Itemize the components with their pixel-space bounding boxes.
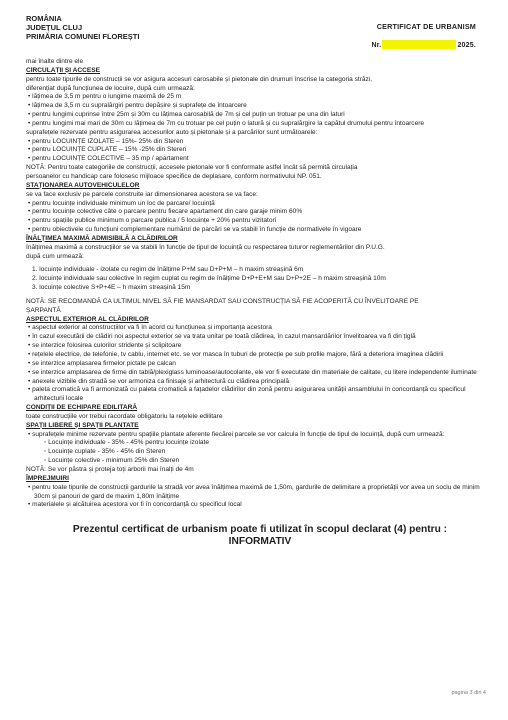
bullet-item: • pentru LOCUINȚE COLECTIVE – 35 mp / apartament bbox=[28, 155, 189, 163]
paragraph-line: diferențiat după funcțiunea de locuire, după cum urmează: bbox=[26, 84, 195, 92]
bullet-item: • anexele vizibile din stradă se vor armoniza ca finisaje și arhitectură cu clădirea principală bbox=[28, 377, 290, 385]
bullet-item: • aspectul exterior al construcțiilor va fi în acord cu funcțiunea și importanța acestora bbox=[28, 324, 272, 332]
certificate-title: CERTIFICAT DE URBANISM bbox=[376, 22, 476, 31]
numbered-item: 3. locuințe colective S+P+4E – h maxim streașină 15m bbox=[32, 284, 191, 292]
bullet-item: • pentru locuințe individuale minimum un loc de parcare/ locuință bbox=[28, 199, 215, 207]
bullet-item: • paleta cromatică va fi armonizată cu paleta cromatică a fațadelor clădirilor din zonă pentru asigurarea unității ansamblului în concordanță cu specificul arhitecturii locale bbox=[28, 386, 466, 403]
number-year: 2025. bbox=[457, 42, 476, 49]
paragraph-line: suprafețele rezervate pentru asigurarea accesurilor auto și pietonale și a parcărilor sunt următoarele: bbox=[26, 128, 318, 136]
paragraph-line: NOTĂ: SE RECOMANDĂ CA ULTIMUL NIVEL SĂ FIE MANSARDAT SAU CONSTRUCȚIA SĂ FIE ACOPERITĂ CU ÎNVELITOARE PE bbox=[26, 297, 419, 305]
paragraph-line: pentru toate tipurile de construcții se vor asigura accesuri carosabile și pietonale din drumuri înscrise la categoria străzi, bbox=[26, 75, 373, 83]
paragraph-line: NOTĂ: Se vor păstra și proteja toți arborii mai înalți de 4m bbox=[26, 465, 194, 473]
issuer-county: JUDEȚUL CLUJ bbox=[26, 23, 83, 32]
bullet-item: • pentru spațiile publice minimum o parcare publica / 5 locuințe + 20% pentru vizitatori bbox=[28, 217, 277, 225]
bullet-item: • pentru locuințe colective câte o parcare pentru fiecare apartament din care garaje minim 60% bbox=[28, 208, 303, 216]
purpose-line: Prezentul certificat de urbanism poate fi utilizat în scopul declarat (4) pentru : bbox=[72, 524, 448, 536]
bullet-item: • pentru lungimi mai mari de 30m cu lățimea de 7m cu trotuar pe cel puțin o latură și cu supralărgire la capătul drumului pentru întoarcere bbox=[28, 119, 425, 127]
paragraph-line: NOTĂ: Pentru toate categoriile de construcții, accesele pietonale vor fi conformate astfel încât să permită circulația bbox=[26, 164, 358, 172]
section-heading: ASPECTUL EXTERIOR AL CLĂDIRILOR bbox=[26, 315, 149, 323]
document-header bbox=[26, 14, 494, 58]
certificate-title-block bbox=[372, 22, 476, 49]
section-heading: STAȚIONAREA AUTOVEHICULELOR bbox=[26, 181, 140, 189]
section-heading: CIRCULAȚII ȘI ACCESE bbox=[26, 66, 100, 74]
bullet-item: • pentru LOCUINȚE CUPLATE – 15% -25% din Steren bbox=[28, 146, 187, 154]
bullet-item: • se interzice amplasarea firmelor pictate pe calcan bbox=[28, 359, 176, 367]
certificate-number bbox=[372, 40, 476, 49]
numbered-item: 1. locuințe individuale - izolate cu regim de înălțime P+M sau D+P+M – h maxim streașină 6m bbox=[32, 266, 304, 274]
bullet-item: • lățimea de 3,5 m cu supralărgiri pentru depășire și suprafețe de întoarcere bbox=[28, 102, 247, 110]
bullet-item: • rețelele electrice, de telefonie, tv cablu, internet etc. se vor masca în tuburi de protecție pe sub profile majore, fără a deteriora imaginea clădirii bbox=[28, 351, 444, 358]
bullet-item: • pentru lungimi cuprinse între 25m și 30m cu lățimea carosabilă de 7m și cel puțin un trotuar pe una din laturi bbox=[28, 111, 345, 119]
bullet-item: • în cazul executării de clădiri noi aspectul exterior se va trata unitar pe toată clădirea, în cazul mansardărilor învelitoarea va fi din țiglă bbox=[28, 333, 416, 341]
bullet-item: • materialele și alcătuirea acestora vor fi în concordanță cu specificul local bbox=[28, 501, 242, 509]
bullet-item: • lățimea de 3,5 m pentru o lungime maximă de 25 m bbox=[28, 93, 182, 101]
issuer-country: ROMÂNIA bbox=[26, 14, 62, 23]
section-heading: CONDIȚII DE ECHIPARE EDILITARĂ bbox=[26, 404, 138, 412]
bullet-item: • se interzice amplasarea de firme din tablă/plexiglass luminoase/autocolante, ele vor fi executate din materiale de calitate, cu litere independente iluminate bbox=[28, 368, 477, 376]
paragraph-line: toate construcțiile vor trebui racordate obligatoriu la rețelele edilitare bbox=[26, 412, 223, 420]
paragraph-line: mai înalte dintre ele bbox=[26, 58, 84, 65]
number-prefix: Nr. bbox=[371, 42, 382, 49]
page-number: pagina 3 din 4 bbox=[451, 690, 486, 696]
number-redaction bbox=[382, 40, 456, 49]
paragraph-line: înălțimea maximă a construcțiilor se va stabili în funcție de tipul de locuință cu respectarea tuturor reglementărilor din P.U.G. bbox=[26, 243, 385, 251]
bullet-item: • pentru LOCUINȚE IZOLATE – 15%- 25% din Steren bbox=[28, 137, 184, 145]
section-heading: ÎNĂLȚIMEA MAXIMĂ ADMISIBILĂ A CLĂDIRILOR bbox=[26, 234, 178, 242]
sub-bullet-item: ◦ Locuințe cuplate - 35% - 45% din Steren bbox=[44, 448, 166, 456]
paragraph-line: se va face exclusiv pe parcele construite iar dimensionarea acestora se va face: bbox=[26, 190, 258, 198]
bullet-item: • suprafețele minime rezervate pentru spațiile plantate aferente fiecărei parcele se vor calcula în funcție de tipul de locuință, după cum urmează: bbox=[28, 430, 445, 438]
numbered-item: 2. locuințe individuale sau colective în regim cuplat cu regim de înălțime D+P+E+M sau D+P+2E – h maxim streașină 10m bbox=[32, 275, 386, 283]
paragraph-line: ȘARPANTĂ bbox=[26, 306, 61, 314]
paragraph-line: persoanelor cu handicap care folosesc mijloace specifice de deplasare, conform normativului NP. 051. bbox=[26, 172, 322, 180]
issuer-city-hall: PRIMĂRIA COMUNEI FLOREȘTI bbox=[26, 32, 140, 41]
sub-bullet-item: ◦ Locuințe individuale - 35% - 45% pentru locuințe izolate bbox=[44, 439, 210, 447]
purpose-value: INFORMATIV bbox=[228, 536, 292, 548]
bullet-item: • pentru obiectivele cu funcțiuni complementare numărul de parcări se va stabili în funcție de normativele în vigoare bbox=[28, 226, 362, 234]
document-body bbox=[26, 58, 494, 510]
section-heading: SPAȚII LIBERE ȘI SPAȚII PLANTATE bbox=[26, 421, 139, 429]
bullet-item: • pentru toate tipurile de construcții gardurile la stradă vor avea înălțimea maximă de 1,50m, gardurile de delimitare a proprietății vor avea un soclu de minim 30cm și panouri de gard de maxim 1,80m înălțime bbox=[28, 483, 480, 500]
paragraph-line: după cum urmează: bbox=[26, 252, 84, 260]
section-heading: ÎMPREJMUIRI bbox=[26, 474, 69, 482]
sub-bullet-item: ◦ Locuințe colective - minimum 25% din Steren bbox=[44, 457, 180, 465]
issuer-block bbox=[26, 14, 139, 41]
bullet-item: • se interzice folosirea culorilor stridente și sclipitoare bbox=[28, 342, 182, 350]
certificate-purpose-statement bbox=[26, 524, 494, 548]
